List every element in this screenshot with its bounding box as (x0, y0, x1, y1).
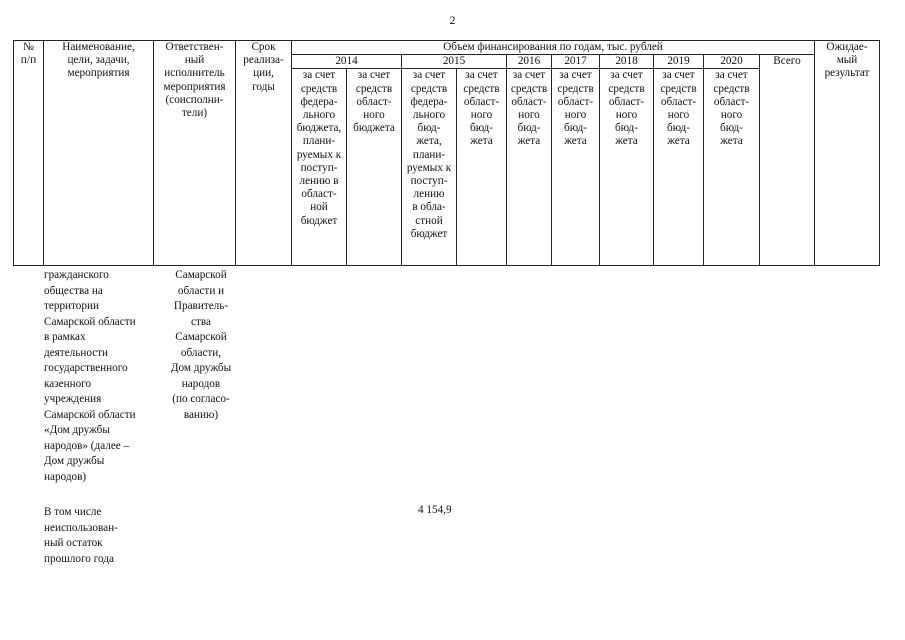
subtotal-label: В том числе неиспользован- ный остаток прошлого года (44, 506, 118, 565)
financing-table (13, 40, 880, 266)
header-number: № п/п (14, 41, 44, 266)
year-2019: 2019 (654, 55, 704, 69)
sub-2014-federal: за счет средств федера- льного бюджета, плани- руемых к поступ- лению в област- ной бюджет (292, 69, 347, 266)
page-number: 2 (449, 13, 456, 27)
year-total: Всего (760, 55, 815, 266)
sub-2014-regional: за счет средств област- ного бюджета (347, 69, 402, 266)
sub-2019-regional: за счет средств област- ного бюд- жета (654, 69, 704, 266)
header-funding: Объем финансирования по годам, тыс. рублей (292, 41, 815, 55)
header-executor: Ответствен- ный исполнитель мероприятия (соисполни- тели) (154, 41, 236, 266)
year-2016: 2016 (507, 55, 552, 69)
executor-continuation: Самарской области и Правитель- ства Самарской области, Дом дружбы народов (по согласо- ванию) (170, 269, 232, 421)
sub-2015-regional: за счет средств област- ного бюд- жета (457, 69, 507, 266)
sub-2020-regional: за счет средств област- ного бюд- жета (704, 69, 760, 266)
subtotal-value: 4 154,9 (418, 504, 452, 516)
year-2015: 2015 (402, 55, 507, 69)
sub-2016-regional: за счет средств област- ного бюд- жета (507, 69, 552, 266)
header-term: Срок реализа- ции, годы (236, 41, 292, 266)
sub-2018-regional: за счет средств област- ного бюд- жета (600, 69, 654, 266)
year-2018: 2018 (600, 55, 654, 69)
header-result: Ожидае- мый результат (815, 41, 880, 266)
sub-2017-regional: за счет средств област- ного бюд- жета (552, 69, 600, 266)
year-2020: 2020 (704, 55, 760, 69)
activity-name-continuation: гражданского общества на территории Самарской области в рамках деятельности государственного казенного учреждения Самарской области «Дом дружбы народов» (далее – Дом дружбы народов) (44, 269, 136, 483)
year-2017: 2017 (552, 55, 600, 69)
year-2014: 2014 (292, 55, 402, 69)
header-name: Наименование, цели, задачи, мероприятия (44, 41, 154, 266)
sub-2015-federal: за счет средств федера- льного бюд- жета, плани- руемых к поступ- лению в обла- стной бюджет (402, 69, 457, 266)
